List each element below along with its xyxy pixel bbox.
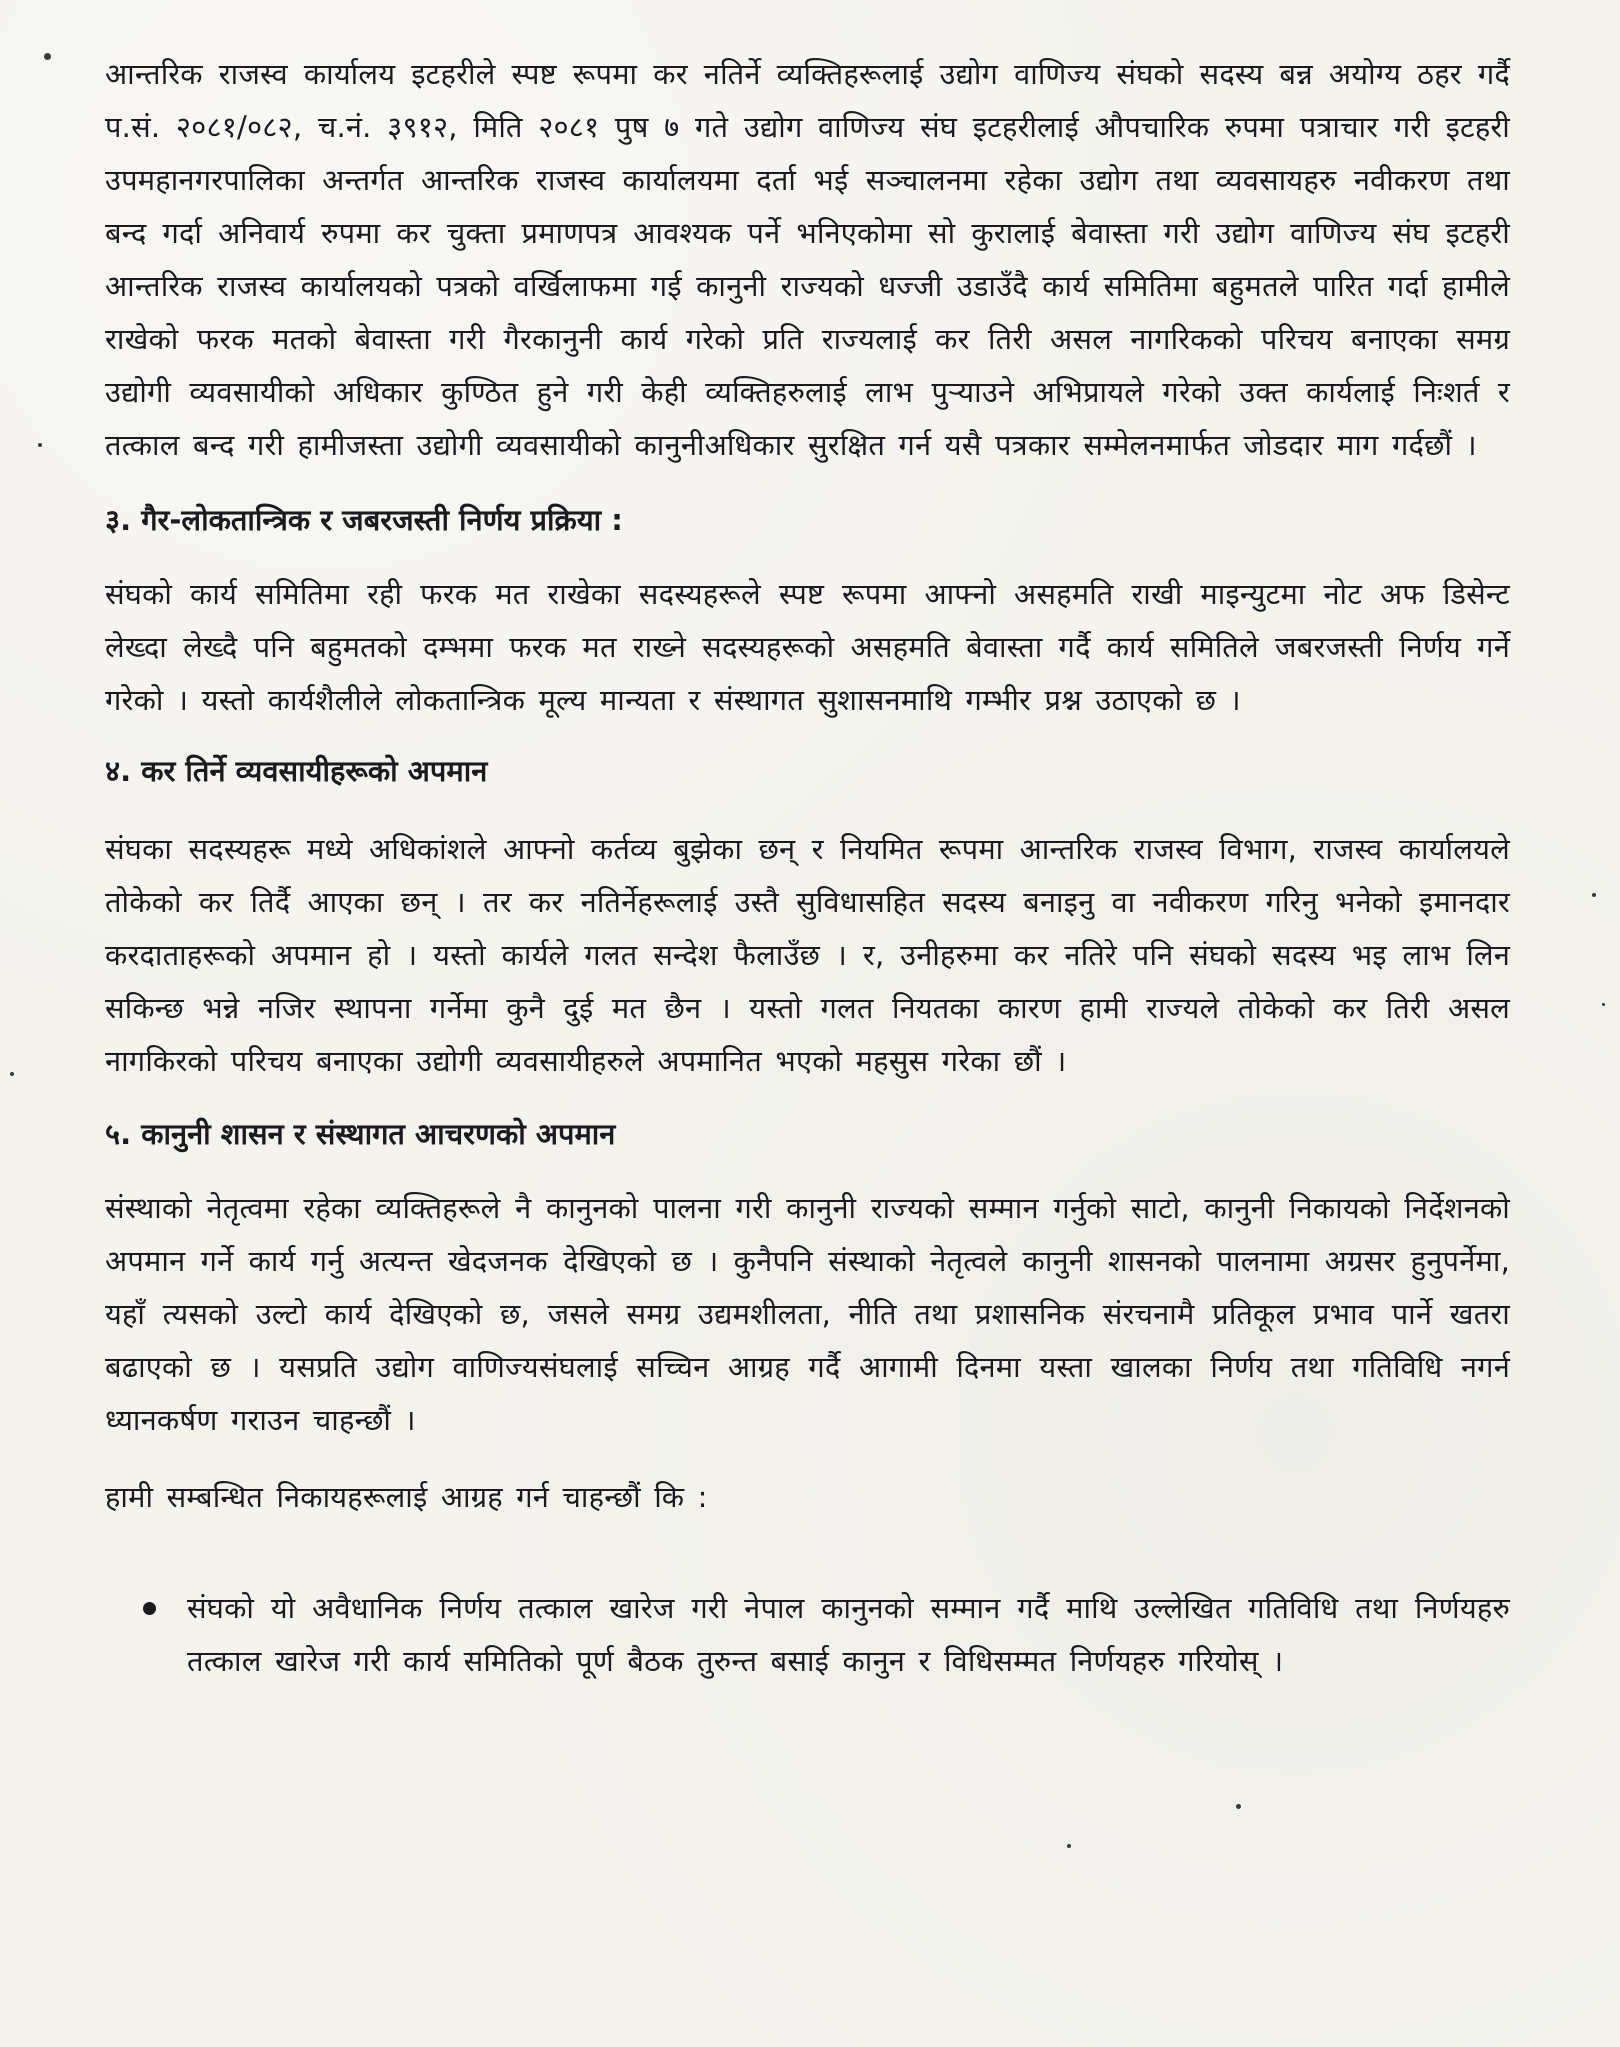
scan-speck (1602, 1003, 1605, 1006)
scan-speck (1067, 1844, 1071, 1848)
section-5-paragraph: संस्थाको नेतृत्वमा रहेका व्यक्तिहरूले नै कानुनको पालना गरी कानुनी राज्यको सम्मान गर्नुको साटो, कानुनी निकायको निर्देशनको अपमान गर्ने कार्य गर्नु अत्यन्त खेदजनक देखिएको छ । कुनैपनि संस्थाको नेतृत्वले कानुनी शासनको पालनामा अग्रसर हुनुपर्नेमा, यहाँ त्यसको उल्टो कार्य देखिएको छ, जसले समग्र उद्यमशीलता, नीति तथा प्रशासनिक संरचनामै प्रतिकूल प्रभाव पार्ने खतरा बढाएको छ । यसप्रति उद्योग वाणिज्यसंघलाई सच्चिन आग्रह गर्दै आगामी दिनमा यस्ता खालका निर्णय तथा गतिविधि नगर्न ध्यानकर्षण गराउन चाहन्छौं । (105, 1191, 1510, 1437)
section-4-paragraph: संघका सदस्यहरू मध्ये अधिकांशले आफ्नो कर्तव्य बुझेका छन् र नियमित रूपमा आन्तरिक राजस्व विभाग, राजस्व कार्यालयले तोकेको कर तिर्दै आएका छन् । तर कर नतिर्नेहरूलाई उस्तै सुविधासहित सदस्य बनाइनु वा नवीकरण गरिनु भनेको इमानदार करदाताहरूको अपमान हो । यस्तो कार्यले गलत सन्देश फैलाउँछ । र, उनीहरुमा कर नतिरे पनि संघको सदस्य भइ लाभ लिन सकिन्छ भन्ने नजिर स्थापना गर्नेमा कुनै दुई मत छैन । यस्तो गलत नियतका कारण हामी राज्यले तोकेको कर तिरी असल नागकिरको परिचय बनाएका उद्योगी व्यवसायीहरुले अपमानित भएको महसुस गरेका छौं । (105, 832, 1510, 1078)
request-paragraph: हामी सम्बन्धित निकायहरूलाई आग्रह गर्न चाहन्छौं कि : (105, 1480, 708, 1514)
scan-speck (1592, 893, 1596, 897)
demand-list (105, 1582, 1510, 1688)
section-3-heading: ३. गैर-लोकतान्त्रिक र जबरजस्ती निर्णय प्रक्रिया : (105, 503, 623, 537)
demand-text: संघको यो अवैधानिक निर्णय तत्काल खारेज गरी नेपाल कानुनको सम्मान गर्दै माथि उल्लेखित गतिविधि तथा निर्णयहरु तत्काल खारेज गरी कार्य समितिको पूर्ण बैठक तुरुन्त बसाई कानुन र विधिसम्मत निर्णयहरु गरियोस् । (187, 1591, 1510, 1678)
intro-paragraph: आन्तरिक राजस्व कार्यालय इटहरीले स्पष्ट रूपमा कर नतिर्ने व्यक्तिहरूलाई उद्योग वाणिज्य संघको सदस्य बन्न अयोग्य ठहर गर्दै प.सं. २०८१/०८२, च.नं. ३९१२, मिति २०८१ पुष ७ गते उद्योग वाणिज्य संघ इटहरीलाई औपचारिक रुपमा पत्राचार गरी इटहरी उपमहानगरपालिका अन्तर्गत आन्तरिक राजस्व कार्यालयमा दर्ता भई सञ्चालनमा रहेका उद्योग तथा व्यवसायहरु नवीकरण तथा बन्द गर्दा अनिवार्य रुपमा कर चुक्ता प्रमाणपत्र आवश्यक पर्ने भनिएकोमा सो कुरालाई बेवास्ता गरी उद्योग वाणिज्य संघ इटहरी आन्तरिक राजस्व कार्यालयको पत्रको वर्खिलाफमा गई कानुनी राज्यको धज्जी उडाउँदै कार्य समितिमा बहुमतले पारित गर्दा हामीले राखेको फरक मतको बेवास्ता गरी गैरकानुनी कार्य गरेको प्रति राज्यलाई कर तिरी असल नागरिकको परिचय बनाएका समग्र उद्योगी व्यवसायीको अधिकार कुण्ठित हुने गरी केही व्यक्तिहरुलाई लाभ पुऱ्याउने अभिप्रायले गरेको उक्त कार्यलाई निःशर्त र तत्काल बन्द गरी हामीजस्ता उद्योगी व्यवसायीको कानुनीअधिकार सुरक्षित गर्न यसै पत्रकार सम्मेलनमार्फत जोडदार माग गर्दछौं । (105, 57, 1510, 462)
scan-speck (44, 53, 51, 60)
section-5-heading: ५. कानुनी शासन र संस्थागत आचरणको अपमान (105, 1117, 616, 1151)
scan-speck (38, 443, 42, 447)
document-content (105, 48, 1510, 1688)
scan-speck (1236, 1804, 1241, 1809)
section-4-heading: ४. कर तिर्ने व्यवसायीहरूको अपमान (105, 754, 488, 788)
section-3-paragraph: संघको कार्य समितिमा रही फरक मत राखेका सदस्यहरूले स्पष्ट रूपमा आफ्नो असहमति राखी माइन्युटमा नोट अफ डिसेन्ट लेख्दा लेख्दै पनि बहुमतको दम्भमा फरक मत राख्ने सदस्यहरूको असहमति बेवास्ता गर्दै कार्य समितिले जबरजस्ती निर्णय गर्ने गरेको । यस्तो कार्यशैलीले लोकतान्त्रिक मूल्य मान्यता र संस्थागत सुशासनमाथि गम्भीर प्रश्न उठाएको छ । (105, 577, 1510, 717)
demand-list-item (105, 1582, 1510, 1688)
bullet-icon (143, 1602, 156, 1615)
scan-speck (10, 1072, 14, 1076)
